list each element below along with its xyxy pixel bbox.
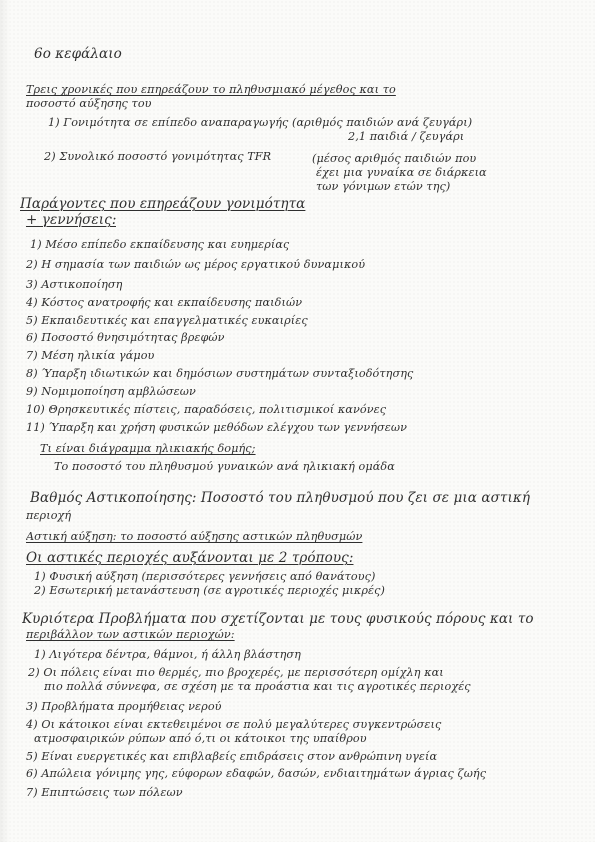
urban-growth-way-1: 1) Φυσική αύξηση (περισσότερες γεννήσεις από θανάτους)	[34, 570, 376, 583]
problem-3: 3) Προβλήματα προμήθειας νερού	[26, 700, 222, 713]
list-item-2: 2) Η σημασία των παιδιών ως μέρος εργατικού δυναμικού	[26, 258, 366, 271]
urban-problems-heading: Κυριότερα Προβλήματα που σχετίζονται με τους φυσικούς πόρους και το	[22, 611, 534, 627]
urbanization-definition: Βαθμός Αστικοποίησης: Ποσοστό του πληθυσμού που ζει σε μια αστική	[30, 490, 531, 506]
line-4: 2,1 παιδιά / ζευγάρι	[348, 130, 465, 143]
urban-growth-way-2: 2) Εσωτερική μετανάστευση (σε αγροτικές περιοχές μικρές)	[34, 584, 385, 597]
urbanization-definition-cont: περιοχή	[26, 509, 72, 522]
line-6: (μέσος αριθμός παιδιών που	[312, 152, 477, 165]
list-item-3: 3) Αστικοποίηση	[26, 278, 123, 291]
list-item-5: 5) Εκπαιδευτικές και επαγγελματικές ευκαιρίες	[26, 314, 308, 327]
urban-growth-definition: Αστική αύξηση: το ποσοστό αύξησης αστικών πληθυσμών	[26, 530, 363, 543]
problem-4: 4) Οι κάτοικοι είναι εκτεθειμένοι σε πολύ μεγαλύτερες συγκεντρώσεις	[26, 718, 442, 731]
problem-1: 1) Λιγότερα δέντρα, θάμνοι, ή άλλη βλάστηση	[34, 648, 301, 661]
list-item-9: 9) Νομιμοποίηση αμβλώσεων	[26, 385, 196, 398]
line-8: των γόνιμων ετών της)	[316, 180, 451, 193]
urban-growth-ways-heading: Οι αστικές περιοχές αυξάνονται με 2 τρόπους:	[26, 550, 354, 566]
chapter-heading: 6ο κεφάλαιο	[34, 46, 122, 62]
problem-5: 5) Είναι ευεργετικές και επιβλαβείς επιδράσεις στον ανθρώπινη υγεία	[26, 750, 438, 763]
line-7: έχει μια γυναίκα σε διάρκεια	[316, 166, 487, 179]
list-item-10: 10) Θρησκευτικές πίστεις, παραδόσεις, πολιτισμικοί κανόνες	[26, 403, 387, 416]
list-item-1: 1) Μέσο επίπεδο εκπαίδευσης και ευημερίας	[30, 238, 290, 251]
line-3: 1) Γονιμότητα σε επίπεδο αναπαραγωγής (αριθμός παιδιών ανά ζευγάρι)	[48, 116, 473, 129]
line-2: ποσοστό αύξησης του	[26, 97, 152, 110]
section-heading-births: + γεννήσεις:	[26, 212, 117, 228]
urban-problems-heading-cont: περιβάλλον των αστικών περιοχών:	[26, 628, 235, 641]
list-item-7: 7) Μέση ηλικία γάμου	[26, 349, 155, 362]
list-item-11: 11) Ύπαρξη και χρήση φυσικών μεθόδων ελέγχου των γεννήσεων	[26, 421, 408, 434]
problem-7: 7) Επιπτώσεις των πόλεων	[26, 786, 183, 799]
section-heading-fertility: Παράγοντες που επηρεάζουν γονιμότητα	[20, 196, 306, 212]
problem-2-cont: πιο πολλά σύννεφα, σε σχέση με τα προάστια και τις αγροτικές περιοχές	[44, 680, 471, 693]
question-age-structure: Τι είναι διάγραμμα ηλικιακής δομής;	[40, 442, 256, 455]
list-item-8: 8) Ύπαρξη ιδιωτικών και δημόσιων συστημάτων συνταξιοδότησης	[26, 367, 414, 380]
page-edge-shadow	[0, 0, 10, 842]
problem-4-cont: ατμοσφαιρικών ρύπων από ό,τι οι κάτοικοι της υπαίθρου	[34, 732, 367, 745]
list-item-4: 4) Κόστος ανατροφής και εκπαίδευσης παιδιών	[26, 296, 303, 309]
answer-age-structure: Το ποσοστό του πληθυσμού γυναικών ανά ηλικιακή ομάδα	[54, 460, 395, 473]
problem-6: 6) Απώλεια γόνιμης γης, εύφορων εδαφών, δασών, ενδιαιτημάτων άγριας ζωής	[26, 767, 487, 780]
problem-2: 2) Οι πόλεις είναι πιο θερμές, πιο βροχερές, με περισσότερη ομίχλη και	[28, 666, 444, 679]
line-1: Τρεις χρονικές που επηρεάζουν το πληθυσμιακό μέγεθος και το	[26, 83, 396, 96]
line-5: 2) Συνολικό ποσοστό γονιμότητας TFR	[44, 150, 272, 163]
list-item-6: 6) Ποσοστό θνησιμότητας βρεφών	[26, 331, 225, 344]
